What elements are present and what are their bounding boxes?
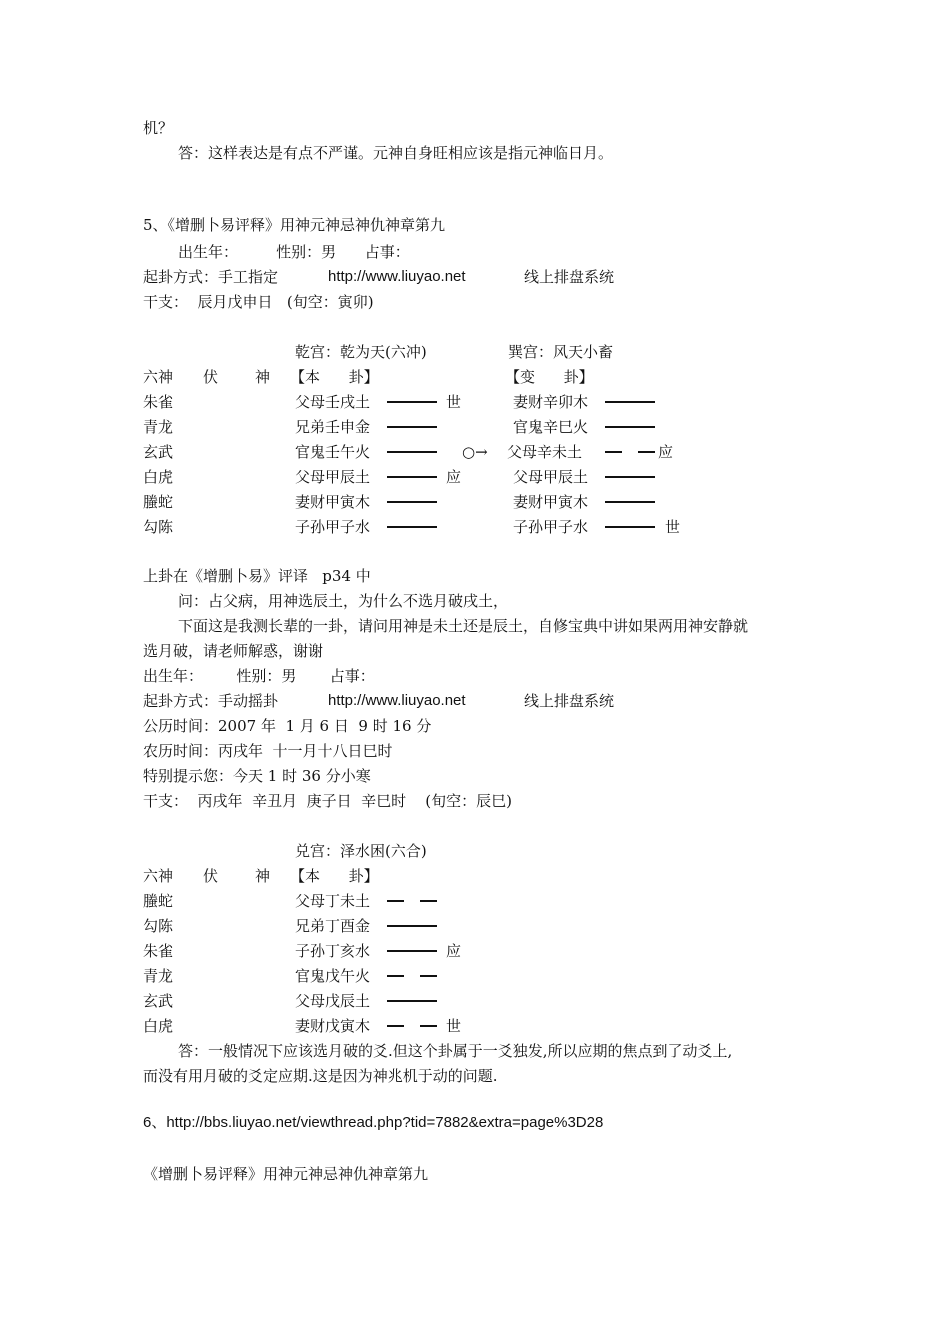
section5b-solar-time: 公历时间：2007 年 1 月 6 日 9 时 16 分 [143,717,432,735]
liushen-label: 勾陈 [143,518,174,536]
col-bengua-2: 【本 卦】 [290,867,379,885]
ben-gua-mark: 世 [446,393,462,411]
ben-gua-yao-line [387,966,437,986]
ben-gua-yao-line [387,467,437,487]
section6-subtitle: 《增删卜易评释》用神元神忌神仇神章第九 [143,1165,429,1183]
section5b-question: 问：占父病，用神选辰土，为什么不选月破戌土， [178,592,509,610]
gua2-title: 巽宫：风天小畜 [508,343,614,361]
ben-gua-yao-line [387,417,437,437]
bian-gua-yao-line [605,417,655,437]
yin-line-left [605,451,622,453]
section5b-lunar-time: 农历时间：丙戌年 十一月十八日巳时 [143,742,393,760]
bian-gua-yao-name: 妻财辛卯木 [513,393,589,411]
bian-gua-yao-line [605,392,655,412]
bian-gua-yao-name: 官鬼辛巳火 [513,418,589,436]
ben-gua-mark: 应 [446,468,462,486]
ben-gua-yao-line [387,991,437,1011]
yin-line-right [420,900,437,902]
ben-gua-yao-name: 官鬼壬午火 [295,443,371,461]
ben-gua-yao-line [387,941,437,961]
yang-line [387,476,437,478]
yang-line [387,950,437,952]
liushen-label: 玄武 [143,992,174,1010]
section5b-birth-line: 出生年： 性别：男 占事： [143,667,375,685]
liushen-label: 螣蛇 [143,493,174,511]
intro-answer: 答：这样表达是有点不严谨。元神自身旺相应该是指元神临日月。 [178,144,614,162]
ben-gua-yao-name: 兄弟丁酉金 [295,917,371,935]
yin-line-right [420,1025,437,1027]
liushen-label: 青龙 [143,967,174,985]
yang-line [387,501,437,503]
ben-gua-mark: 应 [446,942,462,960]
yang-line [387,526,437,528]
yang-line [387,451,437,453]
col-bengua: 【本 卦】 [290,368,379,386]
ben-gua-yao-line [387,392,437,412]
ben-gua-yao-name: 父母丁未土 [295,892,371,910]
ben-gua-yao-name: 官鬼戊午火 [295,967,371,985]
gua3-title: 兑宫：泽水困(六合) [295,842,427,860]
section5-method: 起卦方式：手工指定 [143,268,279,286]
section5b-ganzhi: 干支： 丙戌年 辛丑月 庚子日 辛巳时 (旬空：辰巳) [143,792,512,810]
yang-line [605,501,655,503]
section5-birth-line: 出生年： 性别：男 占事： [178,243,410,261]
yin-line-right [420,975,437,977]
liushen-label: 青龙 [143,418,174,436]
yang-line [605,401,655,403]
moving-yao-mark: ○→ [462,443,488,461]
liushen-label: 玄武 [143,443,174,461]
bian-gua-mark: 应 [658,443,674,461]
yin-line-left [387,1025,404,1027]
intro-line-1: 机？ [143,119,174,137]
ben-gua-yao-name: 父母壬戌土 [295,393,371,411]
liushen-label: 朱雀 [143,393,174,411]
yin-line-left [387,900,404,902]
col-liushen-2: 六神 [143,867,174,885]
bian-gua-yao-name: 妻财甲寅木 [513,493,589,511]
ben-gua-yao-line [387,442,437,462]
col-fu: 伏 [203,368,219,386]
yang-line [605,426,655,428]
ben-gua-yao-name: 兄弟壬申金 [295,418,371,436]
liushen-label: 螣蛇 [143,892,174,910]
liushen-label: 勾陈 [143,917,174,935]
section5-heading: 5、《增删卜易评释》用神元神忌神仇神章第九 [143,216,446,234]
ben-gua-yao-name: 妻财甲寅木 [295,493,371,511]
bian-gua-yao-line [605,442,655,462]
yang-line [387,426,437,428]
ben-gua-yao-name: 父母戊辰土 [295,992,371,1010]
ben-gua-mark: 世 [446,1017,462,1035]
ben-gua-yao-line [387,492,437,512]
ben-gua-yao-name: 子孙甲子水 [295,518,371,536]
col-biangua: 【变 卦】 [505,368,594,386]
bian-gua-yao-line [605,467,655,487]
section5b-system: 线上排盘系统 [524,692,615,710]
yin-line-left [387,975,404,977]
section5b-url[interactable]: http://www.liuyao.net [328,692,466,709]
col-liushen: 六神 [143,368,174,386]
bian-gua-yao-line [605,517,655,537]
section5b-method: 起卦方式：手动摇卦 [143,692,279,710]
col-shen-2: 神 [255,867,271,885]
section6-heading[interactable]: 6、http://bbs.liuyao.net/viewthread.php?tid=7882&extra=page%3D28 [143,1114,604,1131]
yang-line [605,476,655,478]
ben-gua-yao-line [387,916,437,936]
liushen-label: 白虎 [143,468,174,486]
ben-gua-yao-name: 父母甲辰土 [295,468,371,486]
ben-gua-yao-line [387,517,437,537]
section5-system: 线上排盘系统 [524,268,615,286]
answer-line-1: 答：一般情况下应该选月破的爻.但这个卦属于一爻独发,所以应期的焦点到了动爻上, [178,1042,733,1060]
ben-gua-yao-name: 子孙丁亥水 [295,942,371,960]
bian-gua-yao-line [605,492,655,512]
section5b-para-1: 下面这是我测长辈的一卦，请问用神是未土还是辰土，自修宝典中讲如果两用神安静就 [178,617,749,635]
section5-ganzhi: 干支： 辰月戊申日 (旬空：寅卯) [143,293,374,311]
col-shen: 神 [255,368,271,386]
yin-line-right [638,451,655,453]
section5-url[interactable]: http://www.liuyao.net [328,268,466,285]
yang-line [387,1000,437,1002]
answer-line-2: 而没有用月破的爻定应期.这是因为神兆机于动的问题. [143,1067,498,1085]
yang-line [387,925,437,927]
yang-line [605,526,655,528]
liushen-label: 白虎 [143,1017,174,1035]
yang-line [387,401,437,403]
ben-gua-yao-line [387,891,437,911]
bian-gua-mark: 世 [665,518,681,536]
liushen-label: 朱雀 [143,942,174,960]
ben-gua-yao-line [387,1016,437,1036]
section5b-ref: 上卦在《增删卜易》评译 p34 中 [143,567,371,585]
bian-gua-yao-name: 父母甲辰土 [513,468,589,486]
ben-gua-yao-name: 妻财戊寅木 [295,1017,371,1035]
section5b-notice: 特别提示您：今天 1 时 36 分小寒 [143,767,371,785]
section5b-para-2: 选月破，请老师解惑，谢谢 [143,642,324,660]
bian-gua-yao-name: 子孙甲子水 [513,518,589,536]
col-fu-2: 伏 [203,867,219,885]
bian-gua-yao-name: 父母辛未土 [507,443,583,461]
gua1-title: 乾宫：乾为天(六冲) [295,343,427,361]
